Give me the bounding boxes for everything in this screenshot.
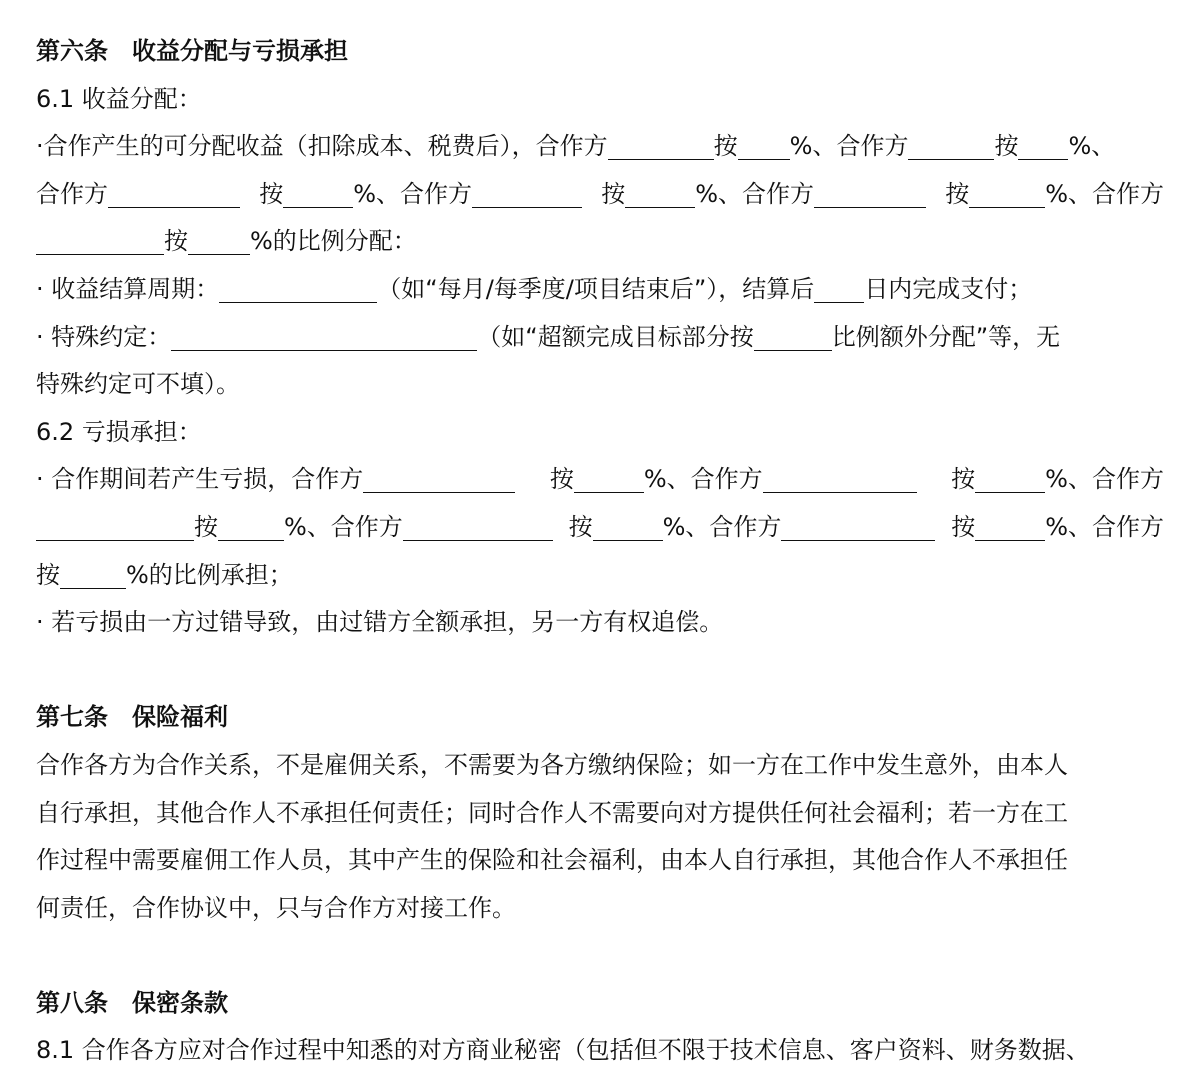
party-name-blank[interactable]: [781, 514, 935, 541]
party-name-blank[interactable]: [763, 466, 917, 493]
insurance-paragraph-line-2: 自行承担，其他合作人不承担任何责任；同时合作人不需要向对方提供任何社会福利；若一方在工: [36, 798, 1068, 827]
by-label: 按: [951, 465, 976, 494]
party-name-blank[interactable]: [814, 181, 926, 208]
percent-sign: %: [284, 512, 307, 541]
section-6-1-heading: 6.1 收益分配：: [36, 84, 202, 113]
percent-sign: %: [789, 132, 813, 161]
loss-line-2: [36, 504, 1164, 552]
settlement-period-blank[interactable]: [219, 276, 377, 303]
payment-days-blank[interactable]: [814, 276, 864, 303]
percent-blank[interactable]: [593, 514, 663, 541]
special-agreement-example: （如“超额完成目标部分按: [477, 322, 754, 351]
party-separator: 、合作方: [1068, 179, 1164, 208]
party-label: 合作方: [36, 179, 108, 208]
profit-line-1: [36, 123, 1164, 171]
party-separator: 、合作方: [376, 179, 472, 208]
percent-sign: %: [695, 179, 718, 208]
percent-sign: %: [353, 179, 376, 208]
percent-blank[interactable]: [975, 514, 1045, 541]
party-name-blank[interactable]: [908, 133, 994, 160]
special-agreement-line: [36, 314, 1164, 362]
party-separator: 、合作方: [812, 132, 909, 161]
section-spacer: [36, 932, 1164, 980]
special-agreement-note: 特殊约定可不填）。: [36, 370, 240, 399]
percent-sign: %、: [1068, 132, 1116, 161]
party-separator: 、合作方: [718, 179, 814, 208]
party-separator: 、合作方: [1068, 512, 1164, 541]
percent-blank[interactable]: [738, 133, 790, 160]
by-label: 按: [549, 465, 574, 494]
ratio-bear-text: %的比例承担；: [126, 560, 293, 589]
party-name-blank[interactable]: [36, 228, 164, 255]
party-name-blank[interactable]: [36, 514, 194, 541]
by-label: 按: [164, 227, 188, 256]
percent-blank[interactable]: [283, 181, 353, 208]
article-6-title: 第六条 收益分配与亏损承担: [36, 37, 348, 65]
percent-sign: %: [1045, 179, 1068, 208]
party-separator: 、合作方: [666, 465, 763, 494]
by-label: 按: [194, 512, 218, 541]
insurance-paragraph-line-3: 作过程中需要雇佣工作人员，其中产生的保险和社会福利，由本人自行承担，其他合作人不承担任: [36, 846, 1068, 875]
profit-line-3: [36, 218, 1164, 266]
extra-ratio-blank[interactable]: [754, 324, 832, 351]
settlement-line: [36, 266, 1164, 314]
by-label: 按: [994, 132, 1019, 161]
section-6-2-heading: 6.2 亏损承担：: [36, 417, 202, 446]
profit-line-2: [36, 171, 1164, 219]
special-agreement-example-end: 比例额外分配”等，无: [831, 322, 1061, 351]
party-name-blank[interactable]: [403, 514, 553, 541]
by-label: 按: [568, 512, 593, 541]
percent-blank[interactable]: [60, 562, 126, 589]
party-name-blank[interactable]: [608, 133, 714, 160]
confidentiality-clause-8-1: 8.1 合作各方应对合作过程中知悉的对方商业秘密（包括但不限于技术信息、客户资料、财务数据、: [36, 1036, 1090, 1065]
by-label: 按: [951, 512, 976, 541]
by-label: 按: [601, 179, 626, 208]
profit-intro: ·合作产生的可分配收益（扣除成本、税费后），合作方: [36, 132, 608, 161]
percent-blank[interactable]: [218, 514, 284, 541]
insurance-paragraph-line-4: 何责任，合作协议中，只与合作方对接工作。: [36, 893, 516, 922]
by-label: 按: [259, 179, 284, 208]
by-label: 按: [713, 132, 738, 161]
loss-intro: · 合作期间若产生亏损，合作方: [36, 465, 364, 494]
settlement-example: （如“每月/每季度/项目结束后”），结算后: [377, 274, 815, 303]
percent-sign: %: [662, 512, 686, 541]
percent-sign: %: [1045, 512, 1068, 541]
section-spacer: [36, 647, 1164, 695]
percent-sign: %: [643, 465, 667, 494]
by-label: 按: [945, 179, 970, 208]
fault-loss-clause: · 若亏损由一方过错导致，由过错方全额承担，另一方有权追偿。: [36, 608, 724, 637]
settlement-label: · 收益结算周期：: [36, 274, 220, 303]
percent-blank[interactable]: [188, 228, 250, 255]
settlement-end: 日内完成支付；: [864, 274, 1033, 303]
special-agreement-blank[interactable]: [171, 324, 477, 351]
party-name-blank[interactable]: [363, 466, 515, 493]
insurance-paragraph-line-1: 合作各方为合作关系，不是雇佣关系，不需要为各方缴纳保险；如一方在工作中发生意外，由本人: [36, 750, 1068, 779]
article-7-title: 第七条 保险福利: [36, 703, 228, 732]
percent-sign: %: [1045, 465, 1068, 494]
party-separator: 、合作方: [1067, 465, 1164, 494]
loss-line-1: [36, 456, 1164, 504]
party-separator: 、合作方: [306, 512, 403, 541]
article-8-title: 第八条 保密条款: [36, 988, 228, 1017]
loss-line-3: [36, 552, 1164, 600]
party-name-blank[interactable]: [108, 181, 240, 208]
percent-blank[interactable]: [574, 466, 644, 493]
percent-blank[interactable]: [625, 181, 695, 208]
party-separator: 、合作方: [685, 512, 782, 541]
ratio-allocation-text: %的比例分配：: [250, 227, 417, 256]
percent-blank[interactable]: [975, 466, 1045, 493]
percent-blank[interactable]: [969, 181, 1045, 208]
by-label: 按: [36, 560, 60, 589]
percent-blank[interactable]: [1018, 133, 1068, 160]
party-name-blank[interactable]: [472, 181, 582, 208]
special-agreement-label: · 特殊约定：: [36, 322, 172, 351]
